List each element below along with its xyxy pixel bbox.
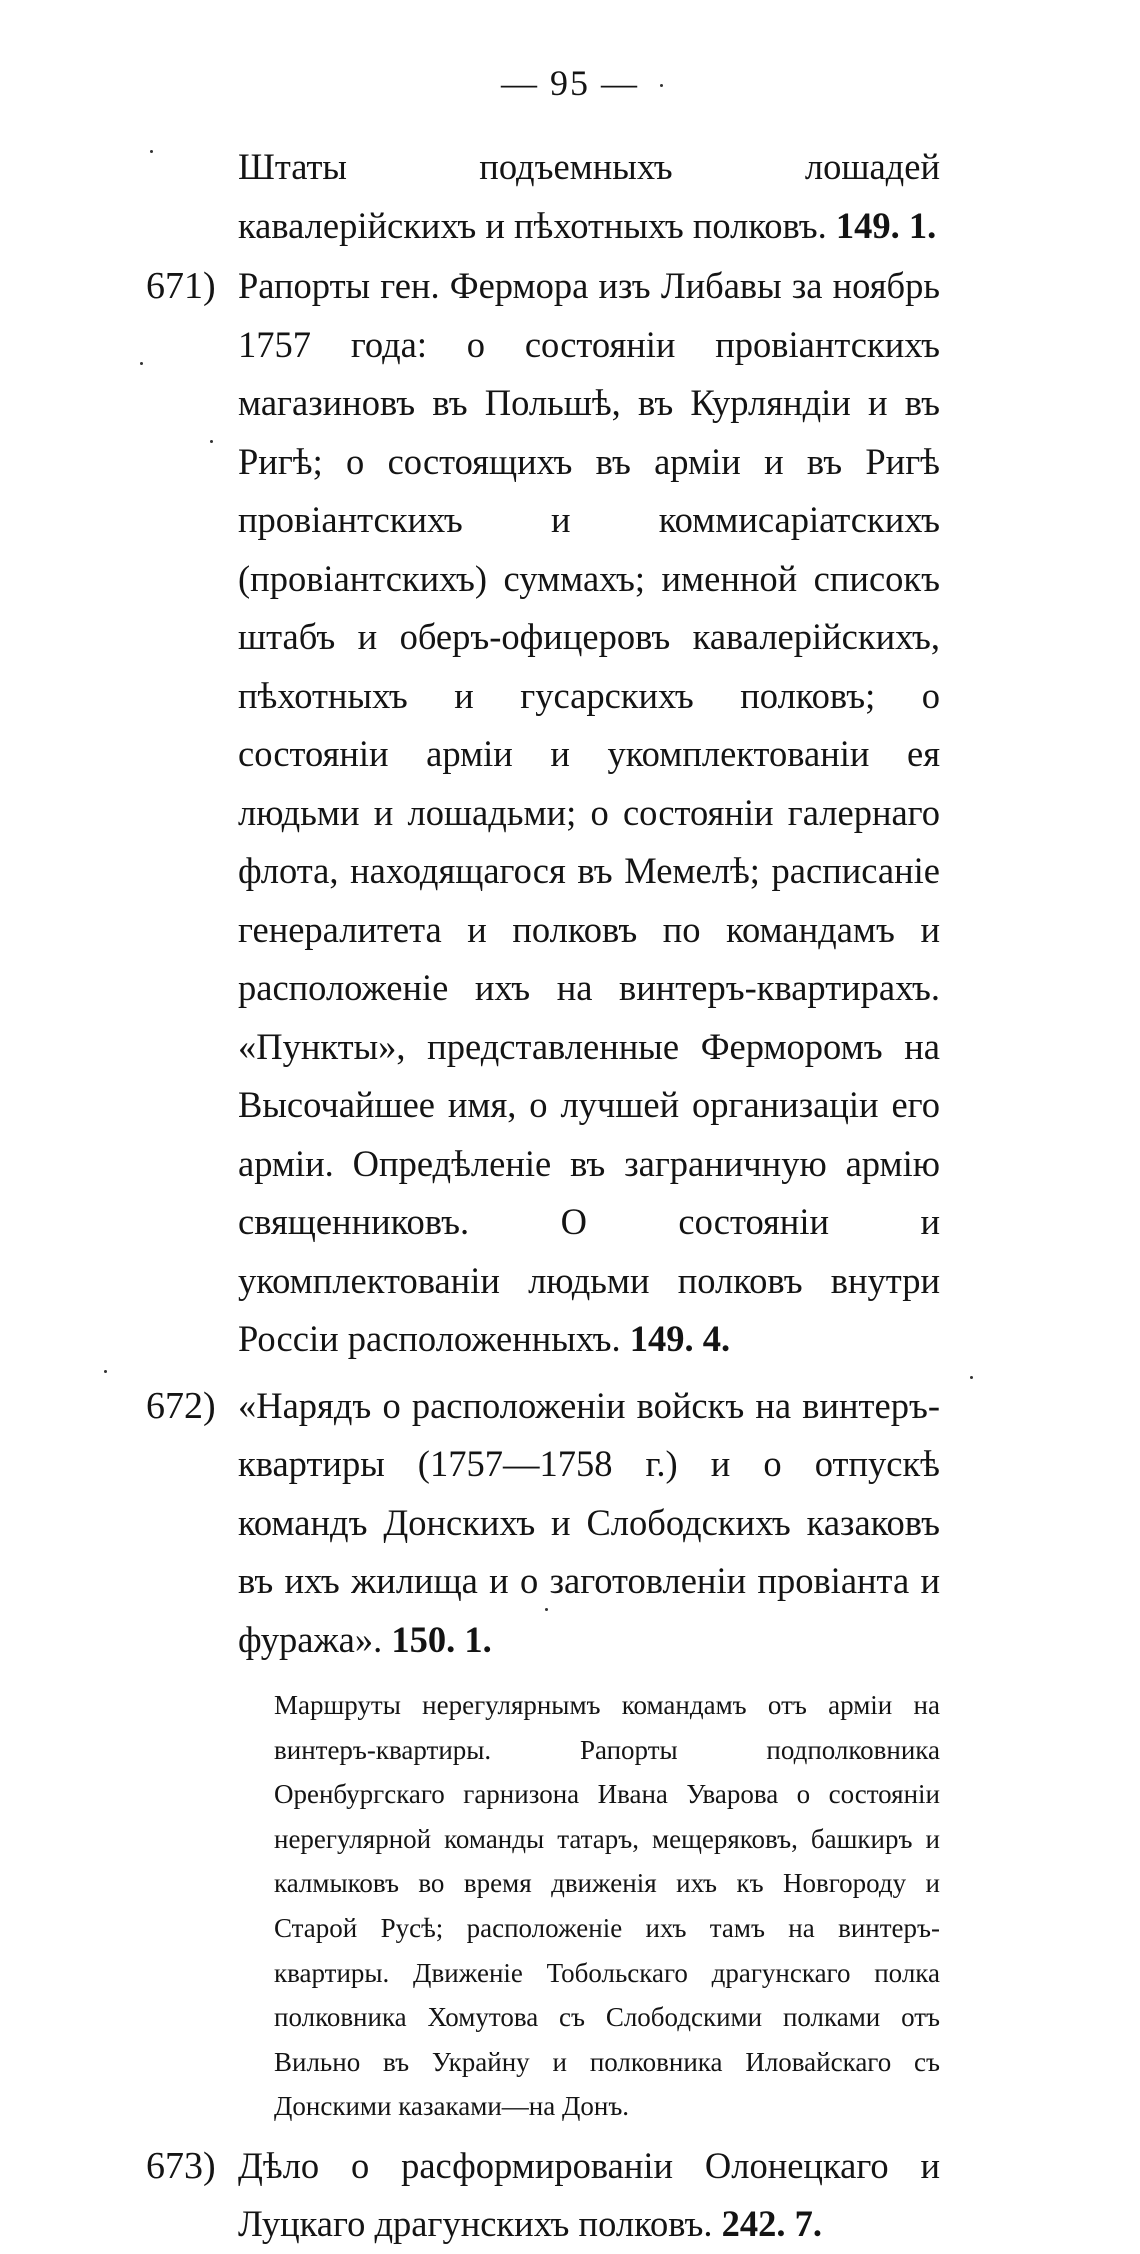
entry-673-ref: 242. 7. xyxy=(721,2203,823,2245)
entry-intro-text: Штаты подъемныхъ лошадей кавалерійскихъ и пѣхотныхъ полковъ. xyxy=(238,146,940,246)
entry-intro xyxy=(238,138,940,255)
entry-672-note: Маршруты нерегулярнымъ командамъ отъ арміи на винтеръ-квартиры. Рапорты подполковника Оренбургскаго гарнизона Ивана Уварова о состояніи нерегулярной команды татаръ, мещеряковъ, башкиръ и калмыковъ во время движенія ихъ къ Новгороду и Старой Русѣ; расположеніе ихъ тамъ на винтеръ-квартиры. Движеніе Тобольскаго драгунскаго полка полковника Хомутова съ Слободскими полками отъ Вильно въ Украйну и полковника Иловайскаго съ Донскими казаками—на Донъ. xyxy=(274,1690,940,2122)
entry-671-text: Рапорты ген. Фермора изъ Либавы за ноябрь 1757 года: о состояніи провіантскихъ магазиновъ въ Польшѣ, въ Курляндіи и въ Ригѣ; о состоящихъ въ арміи и въ Ригѣ провіантскихъ и коммисаріатскихъ (провіантскихъ) суммахъ; именной списокъ штабъ и оберъ-офицеровъ кавалерійскихъ, пѣхотныхъ и гусарскихъ полковъ; о состояніи арміи и укомплектованіи ея людьми и лошадьми; о состояніи галернаго флота, находящагося въ Мемелѣ; расписаніе генералитета и полковъ по командамъ и расположеніе ихъ на винтеръ-квартирахъ. «Пункты», представленные Ферморомъ на Высочайшее имя, о лучшей организаціи его арміи. Опредѣленіе въ заграничную армію священниковъ. О состояніи и укомплектованіи людьми полковъ внутри Россіи расположенныхъ. xyxy=(238,265,940,1359)
entry-672-ref: 150. 1. xyxy=(391,1618,492,1660)
page-number: — 95 — xyxy=(501,63,639,103)
print-speck xyxy=(660,84,663,87)
entry-672-number: 672) xyxy=(146,1384,216,1427)
entry-673-body xyxy=(238,2137,940,2254)
entry-671-ref: 149. 4. xyxy=(629,1318,731,1359)
print-speck xyxy=(970,1376,973,1379)
entry-671 xyxy=(146,257,940,1369)
print-speck xyxy=(140,362,143,365)
entry-671-number: 671) xyxy=(146,265,216,307)
print-speck xyxy=(210,440,213,443)
entry-intro-ref: 149. 1. xyxy=(835,204,937,246)
entry-673-number: 673) xyxy=(146,2144,216,2187)
entry-672-text: «Нарядъ о расположеніи войскъ на винтеръ-квартиры (1757—1758 г.) и о отпускѣ командъ Донскихъ и Слободскихъ казаковъ въ ихъ жилища и о заготовленіи провіанта и фуража». xyxy=(238,1384,940,1660)
print-speck xyxy=(545,1608,548,1611)
print-speck xyxy=(104,1370,107,1373)
entry-673 xyxy=(146,2137,940,2254)
entry-673-text: Дѣло о расформированіи Олонецкаго и Луцкаго драгунскихъ полковъ. xyxy=(238,2144,940,2245)
entry-672-body xyxy=(238,1377,940,1670)
print-speck xyxy=(150,150,153,153)
entry-672 xyxy=(146,1377,940,1670)
entry-671-body xyxy=(238,257,940,1369)
text-block xyxy=(146,138,940,2254)
